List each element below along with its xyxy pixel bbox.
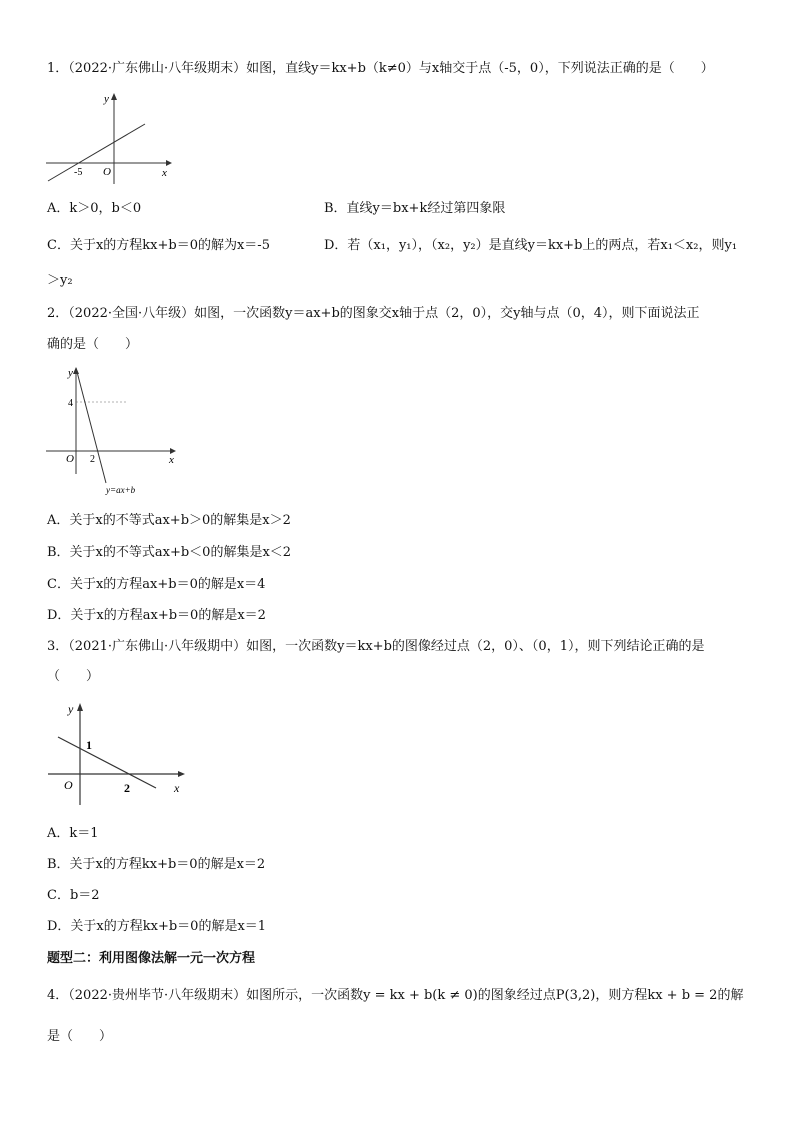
q3-stem: 3．（2021·广东佛山·八年级期中）如图，一次函数y＝kx+b的图像经过点（2，0）、（0，1），则下列结论正确的是 (47, 639, 705, 654)
q1-graph (44, 88, 184, 188)
q3-stem-cont: （ ） (47, 669, 100, 684)
q1-option-d: D．若（x₁，y₁），（x₂，y₂）是直线y＝kx+b上的两点，若x₁＜x₂，则y₁ (324, 238, 738, 253)
q1-option-d-cont: ＞y₂ (47, 273, 73, 288)
q4-stem-cont: 是（ ） (47, 1029, 113, 1044)
q2-origin: O (66, 453, 74, 465)
section-heading: 题型二：利用图像法解一元一次方程 (47, 951, 256, 966)
q2-line-label: y=ax+b (106, 485, 136, 495)
q3-graph (44, 697, 194, 807)
q2-x-label: x (169, 454, 174, 466)
q2-y-label: y (68, 367, 73, 379)
q2-tick-4: 4 (68, 398, 73, 409)
q4-stem: 4．（2022·贵州毕节·八年级期末）如图所示，一次函数y = kx + b(k ≠ 0)的图象经过点P(3,2)，则方程kx + b = 2的解 (47, 988, 744, 1003)
q1-y-label: y (104, 93, 109, 105)
q2-line (76, 368, 106, 483)
q3-tick-2: 2 (124, 781, 130, 795)
q1-line (48, 124, 145, 181)
q2-option-c: C．关于x的方程ax+b＝0的解是x＝4 (47, 577, 266, 592)
q1-origin: O (103, 166, 111, 178)
q1-option-a: A．k＞0，b＜0 (47, 201, 142, 216)
q2-tick-2: 2 (90, 454, 95, 465)
q2-stem-cont: 确的是（ ） (47, 337, 139, 352)
q1-tick-minus5: -5 (74, 167, 83, 178)
q1-option-b: B．直线y＝bx+k经过第四象限 (324, 201, 506, 216)
q3-option-b: B．关于x的方程kx+b＝0的解是x＝2 (47, 857, 266, 872)
q2-graph (44, 362, 194, 500)
q3-option-c: C．b＝2 (47, 888, 100, 903)
q3-x-label: x (174, 781, 180, 795)
q2-option-b: B．关于x的不等式ax+b＜0的解集是x＜2 (47, 545, 292, 560)
q1-x-label: x (162, 167, 167, 179)
q2-stem: 2．（2022·全国·八年级）如图，一次函数y＝ax+b的图象交x轴于点（2，0），交y轴与点（0，4），则下面说法正 (47, 306, 700, 321)
q1-y-arrow (111, 93, 117, 100)
q3-x-arrow (178, 771, 185, 777)
q3-tick-1: 1 (86, 738, 92, 752)
q2-option-a: A．关于x的不等式ax+b＞0的解集是x＞2 (47, 513, 291, 528)
q1-option-c: C．关于x的方程kx+b＝0的解为x＝-5 (47, 238, 270, 253)
q3-y-arrow (77, 703, 83, 711)
q3-origin: O (64, 778, 73, 792)
q2-option-d: D．关于x的方程ax+b＝0的解是x＝2 (47, 608, 266, 623)
q3-option-a: A．k＝1 (47, 826, 99, 841)
q1-x-arrow (166, 160, 172, 166)
q3-option-d: D．关于x的方程kx+b＝0的解是x＝1 (47, 919, 267, 934)
q1-stem: 1．（2022·广东佛山·八年级期末）如图，直线y＝kx+b（k≠0）与x轴交于点（-5，0），下列说法正确的是（ ） (47, 61, 714, 76)
q3-line (58, 737, 156, 788)
q3-y-label: y (68, 702, 74, 716)
